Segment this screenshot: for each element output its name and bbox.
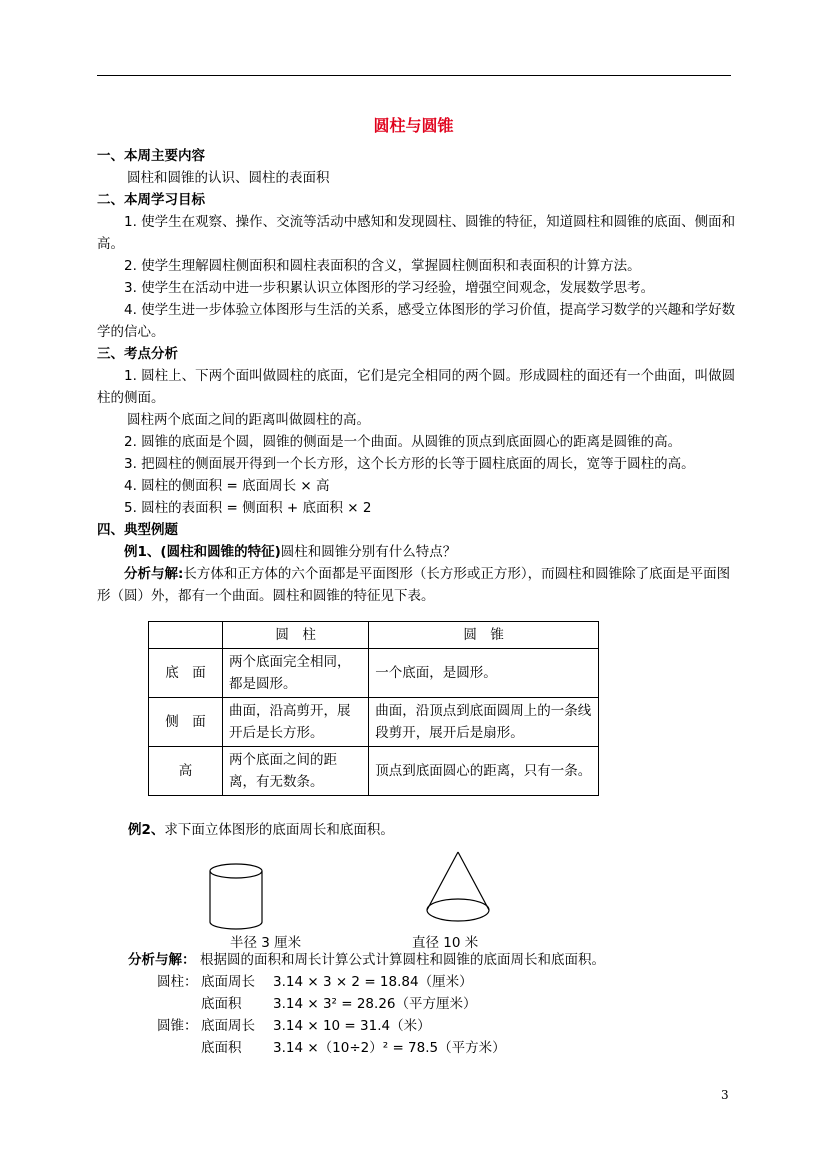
example-2-question: 求下面立体图形的底面周长和底面积。 xyxy=(164,822,394,838)
analysis-text: 长方体和正方体的六个面都是平面图形（长方形或正方形），而圆柱和圆锥除了底面是平面图形（圆）外，都有一个曲面。圆柱和圆锥的特征见下表。 xyxy=(97,566,731,604)
point-item-5: 5. 圆柱的表面积 = 侧面积 + 底面积 × 2 xyxy=(124,500,372,516)
table-row xyxy=(149,747,599,796)
table-header-cell xyxy=(149,622,223,649)
goal-item-3: 3. 使学生在活动中进一步积累认识立体图形的学习经验，增强空间观念，发展数学思考。 xyxy=(124,280,655,296)
goal-item-2: 2. 使学生理解圆柱侧面积和圆柱表面积的含义，掌握圆柱侧面积和表面积的计算方法。 xyxy=(124,258,641,274)
section-heading-3: 三、考点分析 xyxy=(97,346,178,362)
calculation-block xyxy=(128,949,728,1059)
calc-row: 圆柱： 底面周长 3.14 × 3 × 2 = 18.84（厘米） xyxy=(157,974,473,990)
header-rule xyxy=(97,75,731,76)
table-cell: 两个底面完全相同，都是圆形。 xyxy=(223,649,369,698)
analysis-label-2: 分析与解： xyxy=(128,952,196,968)
table-header-cell: 圆 锥 xyxy=(369,622,599,649)
page-title: 圆柱与圆锥 xyxy=(373,116,454,135)
point-item-2: 2. 圆锥的底面是个圆，圆锥的侧面是一个曲面。从圆锥的顶点到底面圆心的距离是圆锥的高。 xyxy=(124,434,682,450)
cone-caption: 直径 10 米 xyxy=(412,935,479,951)
section-1-text: 圆柱和圆锥的认识、圆柱的表面积 xyxy=(127,170,330,186)
goal-item-4: 4. 使学生进一步体验立体图形与生活的关系，感受立体图形的学习价值，提高学习数学的兴趣和学好数学的信心。 xyxy=(97,302,736,340)
point-item-1b: 圆柱两个底面之间的距离叫做圆柱的高。 xyxy=(127,412,370,428)
section-heading-1: 一、本周主要内容 xyxy=(97,148,205,164)
example-1-question: 圆柱和圆锥分别有什么特点？ xyxy=(280,544,457,560)
example-2-label: 例2、 xyxy=(128,822,165,838)
cylinder-caption: 半径 3 厘米 xyxy=(230,935,302,951)
table-row xyxy=(149,649,599,698)
calc-row: 底面积 3.14 ×（10÷2）² = 78.5（平方米） xyxy=(201,1040,506,1056)
table-header-row xyxy=(149,622,599,649)
point-item-1: 1. 圆柱上、下两个面叫做圆柱的底面，它们是完全相同的两个圆。形成圆柱的面还有一个曲面，叫做圆柱的侧面。 xyxy=(97,368,736,406)
main-content xyxy=(97,145,737,607)
comparison-table xyxy=(148,621,599,796)
table-row-header: 底 面 xyxy=(149,649,223,698)
page-number: 3 xyxy=(721,1088,729,1102)
section-heading-4: 四、典型例题 xyxy=(97,522,178,538)
table-row xyxy=(149,698,599,747)
cylinder-figure xyxy=(205,858,267,932)
example-1-label: 例1、(圆柱和圆锥的特征) xyxy=(124,544,281,560)
table-cell: 两个底面之间的距离，有无数条。 xyxy=(223,747,369,796)
analysis-label: 分析与解: xyxy=(124,566,184,582)
goal-item-1: 1. 使学生在观察、操作、交流等活动中感知和发现圆柱、圆锥的特征，知道圆柱和圆锥的底面、侧面和高。 xyxy=(97,214,736,252)
analysis-text-2: 根据圆的面积和周长计算公式计算圆柱和圆锥的底面周长和底面积。 xyxy=(200,952,605,968)
point-item-3: 3. 把圆柱的侧面展开得到一个长方形，这个长方形的长等于圆柱底面的周长，宽等于圆柱的高。 xyxy=(124,456,695,472)
table-cell: 顶点到底面圆心的距离，只有一条。 xyxy=(369,747,599,796)
cone-figure xyxy=(422,848,494,930)
table-row-header: 高 xyxy=(149,747,223,796)
table-cell: 曲面，沿高剪开，展开后是长方形。 xyxy=(223,698,369,747)
table-cell: 一个底面，是圆形。 xyxy=(369,649,599,698)
point-item-4: 4. 圆柱的侧面积 = 底面周长 × 高 xyxy=(124,478,330,494)
table-cell: 曲面，沿顶点到底面圆周上的一条线段剪开，展开后是扇形。 xyxy=(369,698,599,747)
table-header-cell: 圆 柱 xyxy=(223,622,369,649)
example-2 xyxy=(128,819,394,841)
calc-row: 底面积 3.14 × 3² = 28.26（平方厘米） xyxy=(201,996,477,1012)
table-row-header: 侧 面 xyxy=(149,698,223,747)
section-heading-2: 二、本周学习目标 xyxy=(97,192,205,208)
calc-row: 圆锥： 底面周长 3.14 × 10 = 31.4（米） xyxy=(157,1018,431,1034)
